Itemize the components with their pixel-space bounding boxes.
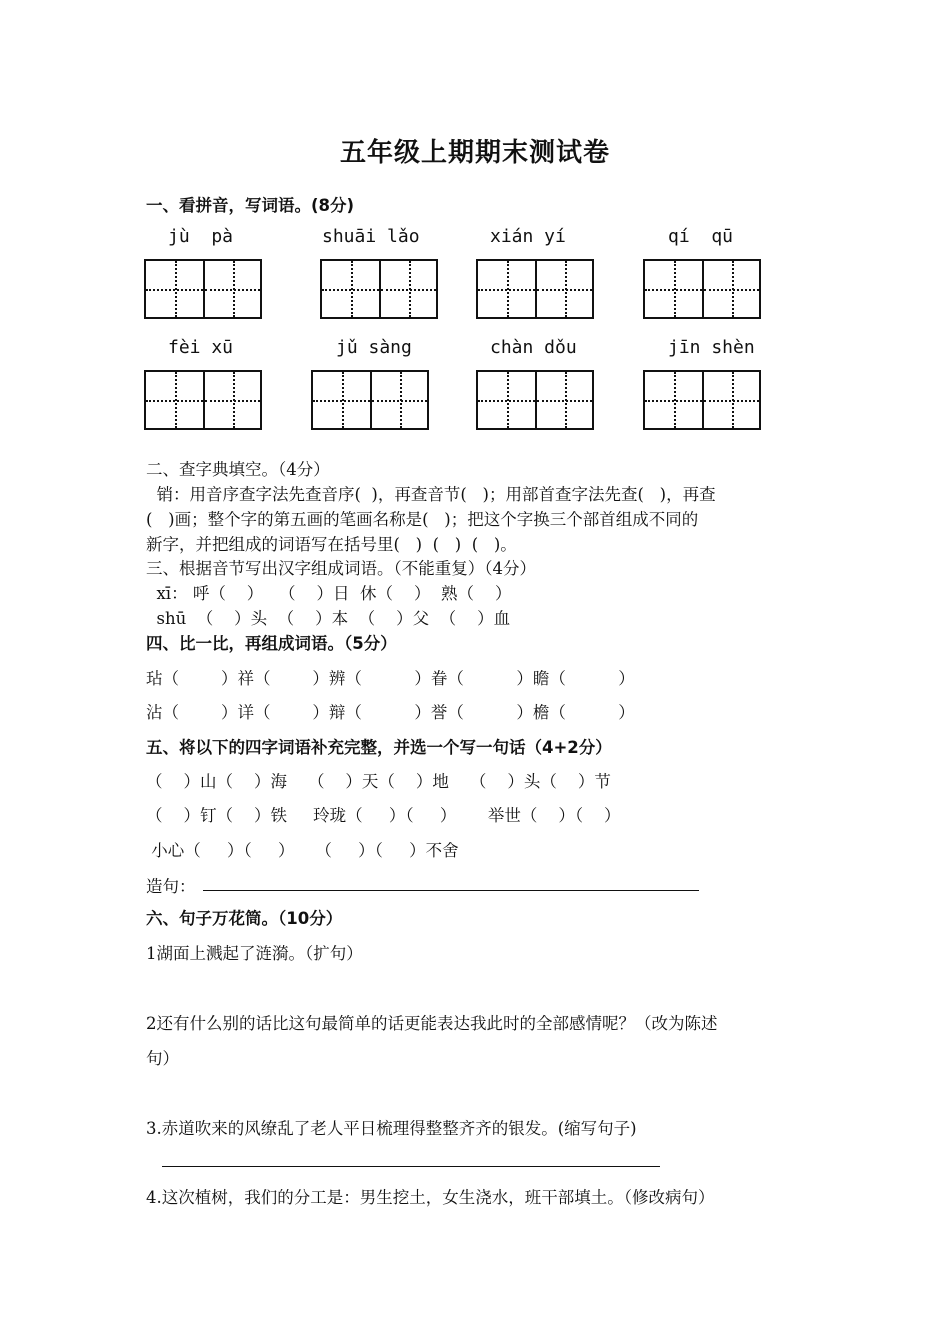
pinyin-label: chàn dǒu [490,337,577,358]
writing-grid[interactable] [643,370,761,430]
syllable-row-xi: xī： 呼（ ） （ ）日 休（ ） 熟（ ） [146,584,512,603]
pinyin-label: fèi xū [168,337,234,358]
dictionary-question-line: 新字，并把组成的词语写在括号里( ) ( ) ( )。 [146,535,517,554]
section-3-heading: 三、根据音节写出汉字组成词语。（不能重复）（4分） [146,559,536,578]
writing-grid[interactable] [144,259,262,319]
idiom-row: 小心（ ）（ ） （ ）（ ）不舍 [146,841,459,860]
answer-line[interactable] [162,1166,660,1167]
writing-grid[interactable] [476,370,594,430]
section-6-heading: 六、句子万花筒。（10分） [146,909,343,928]
section-4-heading: 四、比一比，再组成词语。（5分） [146,634,397,653]
writing-grid[interactable] [320,259,438,319]
dictionary-question-line: 销：用音序查字法先查音序( )，再查音节( )；用部首查字法先查( )，再查 [146,485,716,504]
section-5-heading: 五、将以下的四字词语补充完整，并选一个写一句话（4+2分） [146,738,612,757]
writing-grid[interactable] [144,370,262,430]
idiom-row: （ ）钉（ ）铁 玲珑（ ）（ ） 举世（ ）（ ） [146,806,621,825]
writing-grid[interactable] [311,370,429,430]
pinyin-label: xián yí [490,226,566,247]
section-1-heading: 一、看拼音，写词语。(8分) [146,196,355,215]
page-title: 五年级上期期末测试卷 [339,138,610,168]
compare-row: 沾（ ）详（ ）辩（ ）誉（ ）檐（ ） [146,703,635,722]
question-2: 2还有什么别的话比这句最简单的话更能表达我此时的全部感情呢？（改为陈述 [146,1014,718,1033]
pinyin-label: qí qū [668,226,734,247]
writing-grid[interactable] [476,259,594,319]
compare-row: 玷（ ）祥（ ）辨（ ）眷（ ）瞻（ ） [146,669,635,688]
question-3: 3.赤道吹来的风缭乱了老人平日梳理得整整齐齐的银发。(缩写句子) [146,1119,637,1138]
pinyin-label: jīn shèn [668,337,755,358]
question-1: 1湖面上溅起了涟漪。（扩句） [146,944,363,963]
idiom-row: （ ）山（ ）海 （ ）天（ ）地 （ ）头（ ）节 [146,772,611,791]
section-2-heading: 二、查字典填空。（4分） [146,460,330,479]
make-sentence-label: 造句： [146,877,196,896]
pinyin-label: jù pà [168,226,234,247]
pinyin-label: jǔ sàng [336,337,412,358]
dictionary-question-line: ( )画；整个字的第五画的笔画名称是( )；把这个字换三个部首组成不同的 [146,510,699,529]
syllable-row-shu: shū （ ）头 （ ）本 （ ）父 （ ）血 [146,609,511,628]
question-2-continued: 句） [146,1049,179,1068]
answer-line[interactable] [203,890,699,891]
writing-grid[interactable] [643,259,761,319]
pinyin-label: shuāi lǎo [322,226,420,247]
question-4: 4.这次植树，我们的分工是：男生挖土，女生浇水，班干部填土。（修改病句） [146,1188,715,1207]
